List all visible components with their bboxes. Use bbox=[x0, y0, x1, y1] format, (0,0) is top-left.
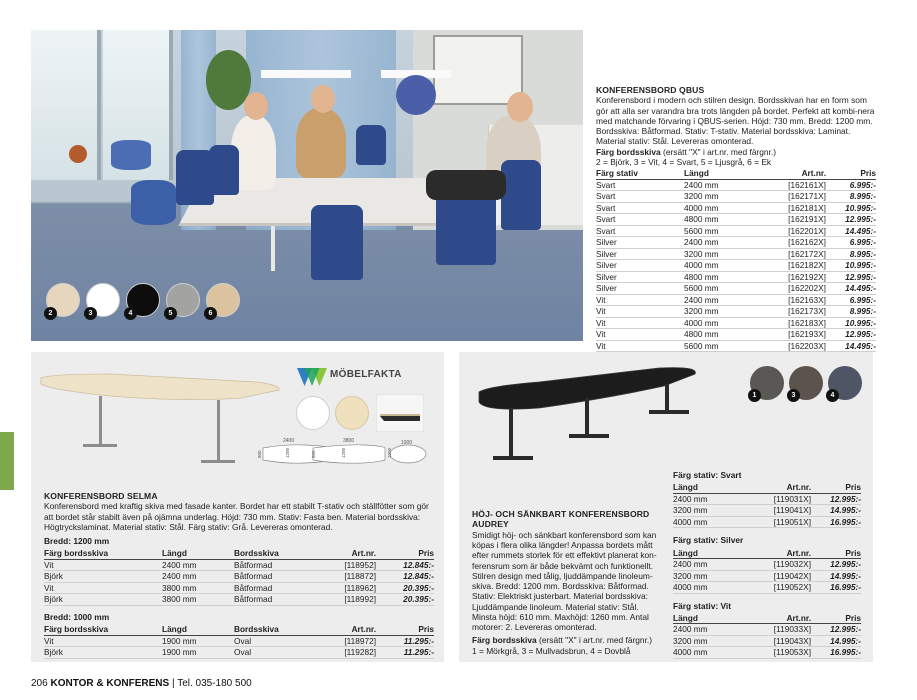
cell-price: 14.995:- bbox=[811, 505, 861, 517]
dim-label: 1900 bbox=[401, 440, 413, 446]
ceiling-lamp bbox=[261, 70, 351, 78]
swatch-number: 4 bbox=[124, 307, 137, 320]
cell-length: 4800 mm bbox=[684, 214, 776, 226]
audrey-frame-group-label: Färg stativ: Silver bbox=[673, 535, 744, 546]
table-header-row bbox=[44, 624, 434, 635]
cell-top-color: Björk bbox=[44, 647, 162, 659]
cell-price: 11.295:- bbox=[376, 635, 434, 647]
table-row bbox=[44, 635, 434, 647]
cell-price: 11.295:- bbox=[376, 647, 434, 659]
cell-price: 12.845:- bbox=[376, 559, 434, 571]
cell-art-nr: [119053X] bbox=[743, 647, 811, 659]
audrey-color-codes: 1 = Mörkgrå, 3 = Mullvadsbrun, 4 = Dovblå bbox=[472, 645, 631, 656]
swatch-vit bbox=[86, 283, 120, 317]
edge-detail bbox=[376, 394, 424, 432]
footer-phone: Tel. 035-180 500 bbox=[177, 678, 252, 689]
page-footer bbox=[31, 678, 252, 690]
table-row bbox=[596, 191, 876, 203]
col-header: Längd bbox=[673, 548, 743, 559]
table-header-row bbox=[596, 168, 876, 179]
cell-frame-color: Svart bbox=[596, 225, 684, 237]
audrey-frame-group-label: Färg stativ: Svart bbox=[673, 470, 742, 480]
dim-label: 1200 bbox=[285, 447, 290, 458]
person-head bbox=[311, 85, 335, 113]
cell-length: 3200 mm bbox=[673, 635, 743, 647]
swatch-svart bbox=[126, 283, 160, 317]
cell-length: 3200 mm bbox=[684, 306, 776, 318]
cell-price: 12.995:- bbox=[826, 214, 876, 226]
cell-art-nr: [162183X] bbox=[776, 317, 826, 329]
table-row bbox=[673, 582, 861, 594]
cell-price: 8.995:- bbox=[826, 306, 876, 318]
table-leg bbox=[271, 226, 275, 271]
table-row bbox=[673, 635, 861, 647]
audrey-swatch-dovbla bbox=[828, 366, 862, 400]
swatch-number: 1 bbox=[748, 389, 761, 402]
table-row bbox=[596, 225, 876, 237]
col-header: Bordsskiva bbox=[234, 624, 326, 635]
shape-3800 bbox=[313, 445, 385, 463]
person-legs bbox=[426, 170, 506, 200]
cell-length: 5600 mm bbox=[684, 225, 776, 237]
cell-frame-color: Silver bbox=[596, 271, 684, 283]
cell-price: 16.995:- bbox=[811, 582, 861, 594]
swatch-number: 2 bbox=[44, 307, 57, 320]
cell-price: 12.995:- bbox=[811, 624, 861, 636]
selma-dimension-diagram bbox=[255, 434, 435, 474]
cell-frame-color: Vit bbox=[596, 329, 684, 341]
col-header: Färg bordsskiva bbox=[44, 548, 162, 559]
table-row bbox=[596, 214, 876, 226]
cell-length: 1900 mm bbox=[162, 635, 234, 647]
window bbox=[31, 30, 101, 180]
cell-price: 16.995:- bbox=[811, 647, 861, 659]
table-row bbox=[673, 493, 861, 505]
dim-label: 2400 bbox=[283, 438, 295, 444]
col-header: Art.nr. bbox=[743, 548, 811, 559]
table-leg bbox=[665, 384, 669, 412]
cell-price: 12.845:- bbox=[376, 571, 434, 583]
cell-price: 14.495:- bbox=[826, 283, 876, 295]
qbus-price-table bbox=[596, 168, 876, 352]
cell-top-shape: Båtformad bbox=[234, 582, 326, 594]
table-row bbox=[596, 271, 876, 283]
selma-title: KONFERENSBORD SELMA bbox=[44, 491, 158, 501]
table-row bbox=[673, 570, 861, 582]
col-header: Art.nr. bbox=[326, 624, 376, 635]
cell-length: 2400 mm bbox=[162, 559, 234, 571]
cell-frame-color: Vit bbox=[596, 340, 684, 352]
qbus-color-swatches bbox=[46, 283, 240, 323]
cell-length: 3200 mm bbox=[684, 191, 776, 203]
audrey-section bbox=[472, 509, 662, 656]
table-row bbox=[673, 647, 861, 659]
selma-description: Konferensbord med kraftig skiva med fasade kanter. Bordet har ett stabilt T-stativ och ställfötter som gör att bordet står stabilt även på ojämna underlag. Höjd: 730 mm. Stativ: Fasta ben. Material bordsskiva: Högtryckslaminat. Material stativ: Stål. Färg stativ: Grå. Levereras omonterad. bbox=[44, 501, 429, 532]
table-leg bbox=[585, 398, 589, 436]
office-chair bbox=[209, 145, 239, 195]
cell-art-nr: [119032X] bbox=[743, 559, 811, 571]
ball bbox=[69, 145, 87, 163]
cell-top-shape: Oval bbox=[234, 635, 326, 647]
cell-top-color: Björk bbox=[44, 594, 162, 606]
cell-length: 4000 mm bbox=[673, 582, 743, 594]
cell-art-nr: [118972] bbox=[326, 635, 376, 647]
table-foot bbox=[493, 456, 533, 460]
color-note: (ersätt "X" i art.nr. med färgnr.) bbox=[660, 146, 777, 157]
cell-frame-color: Svart bbox=[596, 202, 684, 214]
dim-label: 1200 bbox=[341, 447, 346, 458]
col-header: Längd bbox=[684, 168, 776, 179]
cell-length: 4000 mm bbox=[673, 516, 743, 528]
table-header-row bbox=[44, 548, 434, 559]
cell-art-nr: [119031X] bbox=[743, 493, 811, 505]
selma-price-table-1000 bbox=[44, 624, 434, 659]
table-leg bbox=[99, 396, 102, 446]
selma-section bbox=[44, 491, 434, 659]
audrey-color-note bbox=[472, 635, 662, 645]
qbus-section bbox=[596, 85, 876, 352]
cell-price: 8.995:- bbox=[826, 191, 876, 203]
dim-label: 800 bbox=[311, 450, 316, 458]
cell-art-nr: [162202X] bbox=[776, 283, 826, 295]
cell-price: 6.995:- bbox=[826, 179, 876, 191]
cell-art-nr: [118962] bbox=[326, 582, 376, 594]
col-header: Pris bbox=[826, 168, 876, 179]
cell-length: 1900 mm bbox=[162, 647, 234, 659]
audrey-illustration bbox=[459, 352, 709, 472]
cell-price: 10.995:- bbox=[826, 202, 876, 214]
cell-length: 5600 mm bbox=[684, 283, 776, 295]
qbus-color-note bbox=[596, 147, 876, 157]
cell-art-nr: [119042X] bbox=[743, 570, 811, 582]
cell-top-color: Björk bbox=[44, 571, 162, 583]
cell-art-nr: [162162X] bbox=[776, 237, 826, 249]
audrey-price-table bbox=[673, 548, 861, 594]
cell-length: 3200 mm bbox=[684, 248, 776, 260]
cell-art-nr: [118992] bbox=[326, 594, 376, 606]
cell-length: 3200 mm bbox=[673, 505, 743, 517]
footer-separator: | bbox=[171, 678, 175, 689]
flowers bbox=[396, 75, 436, 115]
table-row bbox=[596, 179, 876, 191]
table-row bbox=[596, 248, 876, 260]
table-leg bbox=[509, 408, 513, 458]
cell-length: 3800 mm bbox=[162, 582, 234, 594]
col-header: Längd bbox=[673, 613, 743, 624]
cell-price: 14.495:- bbox=[826, 340, 876, 352]
swatch-number: 5 bbox=[164, 307, 177, 320]
cell-art-nr: [118952] bbox=[326, 559, 376, 571]
person-head bbox=[244, 92, 268, 120]
table-row bbox=[44, 647, 434, 659]
lounge-chair bbox=[111, 140, 151, 170]
audrey-swatch-morkgra bbox=[750, 366, 784, 400]
audrey-description: Smidigt höj- och sänkbart konferensbord som kan köpas i flera olika längder! Anpassa bordets mått efter rummets storlek för ett effektivt planerat kon-ferensrum som är både bekvämt och funktionellt. Stilren design med tålig, ljuddämpande linoleum-skiva. Bredd: 1200 mm. Bordsskiva: Båtformad. Stativ: Elektriskt justerbart. Material bordsskiva: Ljuddämpande linoleum. Material stativ: Stål. Minsta höjd: 610 mm. Maxhöjd: 1260 mm. Antal motorer: 2. Levereras omonterad. bbox=[472, 529, 657, 633]
cell-length: 2400 mm bbox=[684, 237, 776, 249]
cell-price: 12.995:- bbox=[811, 559, 861, 571]
cell-top-color: Vit bbox=[44, 582, 162, 594]
table-row bbox=[673, 505, 861, 517]
dim-label: 1000 bbox=[387, 447, 392, 458]
qbus-title: KONFERENSBORD QBUS bbox=[596, 85, 705, 95]
cell-top-shape: Oval bbox=[234, 647, 326, 659]
table-row bbox=[673, 559, 861, 571]
table-row bbox=[596, 317, 876, 329]
cell-frame-color: Vit bbox=[596, 317, 684, 329]
cell-art-nr: [119043X] bbox=[743, 635, 811, 647]
cell-frame-color: Silver bbox=[596, 283, 684, 295]
cell-price: 20.395:- bbox=[376, 594, 434, 606]
col-header: Pris bbox=[376, 624, 434, 635]
cell-frame-color: Silver bbox=[596, 260, 684, 272]
col-header: Bordsskiva bbox=[234, 548, 326, 559]
selma-width-1000: Bredd: 1000 mm bbox=[44, 611, 110, 622]
table-row bbox=[596, 283, 876, 295]
cell-length: 2400 mm bbox=[673, 559, 743, 571]
cell-frame-color: Silver bbox=[596, 237, 684, 249]
person bbox=[296, 108, 346, 178]
table-row bbox=[596, 306, 876, 318]
cell-frame-color: Silver bbox=[596, 248, 684, 260]
cell-art-nr: [119282] bbox=[326, 647, 376, 659]
color-label: Färg bordsskiva bbox=[472, 635, 537, 646]
table-row bbox=[596, 202, 876, 214]
swatch-ljusgra bbox=[166, 283, 200, 317]
cell-length: 4000 mm bbox=[684, 317, 776, 329]
cell-price: 6.995:- bbox=[826, 294, 876, 306]
cell-art-nr: [162203X] bbox=[776, 340, 826, 352]
swatch-ek bbox=[206, 283, 240, 317]
cell-length: 2400 mm bbox=[673, 493, 743, 505]
cell-art-nr: [162193X] bbox=[776, 329, 826, 341]
selma-swatch-vit bbox=[296, 396, 330, 430]
dim-label: 800 bbox=[257, 450, 262, 458]
cell-length: 2400 mm bbox=[673, 624, 743, 636]
cell-top-shape: Båtformad bbox=[234, 559, 326, 571]
col-header: Pris bbox=[811, 613, 861, 624]
table-foot bbox=[649, 410, 689, 414]
person-head bbox=[507, 92, 533, 122]
cell-length: 2400 mm bbox=[684, 179, 776, 191]
cell-price: 20.395:- bbox=[376, 582, 434, 594]
col-header: Längd bbox=[673, 482, 743, 493]
swatch-number: 4 bbox=[826, 389, 839, 402]
cell-price: 8.995:- bbox=[826, 248, 876, 260]
cell-art-nr: [162161X] bbox=[776, 179, 826, 191]
cell-price: 12.995:- bbox=[826, 271, 876, 283]
mobelfakta-logo-icon bbox=[297, 366, 327, 388]
dim-label: 3800 bbox=[343, 438, 355, 444]
audrey-title: HÖJ- OCH SÄNKBART KONFERENSBORD AUDREY bbox=[472, 509, 650, 530]
section-tab bbox=[0, 432, 14, 490]
cell-length: 3800 mm bbox=[162, 594, 234, 606]
col-header: Pris bbox=[376, 548, 434, 559]
selma-price-table-1200 bbox=[44, 548, 434, 606]
table-foot bbox=[201, 460, 235, 463]
page-number: 206 bbox=[31, 678, 48, 689]
color-label: Färg bordsskiva bbox=[596, 146, 661, 157]
cell-length: 2400 mm bbox=[684, 294, 776, 306]
cell-length: 2400 mm bbox=[162, 571, 234, 583]
col-header: Art.nr. bbox=[326, 548, 376, 559]
table-row bbox=[44, 559, 434, 571]
table-row bbox=[596, 329, 876, 341]
table-row bbox=[44, 571, 434, 583]
cell-length: 3200 mm bbox=[673, 570, 743, 582]
cell-art-nr: [162171X] bbox=[776, 191, 826, 203]
table-row bbox=[596, 294, 876, 306]
cell-price: 16.995:- bbox=[811, 516, 861, 528]
cell-art-nr: [162173X] bbox=[776, 306, 826, 318]
col-header: Pris bbox=[811, 482, 861, 493]
audrey-frame-group-label: Färg stativ: Vit bbox=[673, 600, 732, 611]
swatch-number: 6 bbox=[204, 307, 217, 320]
col-header: Pris bbox=[811, 548, 861, 559]
swatch-bjork bbox=[46, 283, 80, 317]
cell-frame-color: Svart bbox=[596, 191, 684, 203]
cell-art-nr: [162201X] bbox=[776, 225, 826, 237]
cell-price: 10.995:- bbox=[826, 260, 876, 272]
swatch-number: 3 bbox=[787, 389, 800, 402]
table-row bbox=[596, 237, 876, 249]
col-header: Art.nr. bbox=[776, 168, 826, 179]
audrey-price-tables bbox=[673, 470, 861, 659]
cell-art-nr: [162181X] bbox=[776, 202, 826, 214]
stool bbox=[131, 180, 176, 225]
cell-frame-color: Vit bbox=[596, 294, 684, 306]
audrey-price-table bbox=[673, 482, 861, 528]
table-row bbox=[596, 340, 876, 352]
audrey-swatch-mullvadsbrun bbox=[789, 366, 823, 400]
cell-top-color: Vit bbox=[44, 635, 162, 647]
cell-frame-color: Vit bbox=[596, 306, 684, 318]
cell-art-nr: [119052X] bbox=[743, 582, 811, 594]
table-foot bbox=[83, 444, 117, 447]
cell-art-nr: [118872] bbox=[326, 571, 376, 583]
cell-top-color: Vit bbox=[44, 559, 162, 571]
table-row bbox=[44, 582, 434, 594]
cell-art-nr: [119041X] bbox=[743, 505, 811, 517]
cell-art-nr: [162163X] bbox=[776, 294, 826, 306]
cell-price: 12.995:- bbox=[826, 329, 876, 341]
table-header-row bbox=[673, 613, 861, 624]
qbus-color-codes: 2 = Björk, 3 = Vit, 4 = Svart, 5 = Ljusgrå, 6 = Ek bbox=[596, 156, 772, 167]
office-chair bbox=[356, 125, 386, 165]
col-header: Färg stativ bbox=[596, 168, 684, 179]
table-foot bbox=[569, 434, 609, 438]
cell-top-shape: Båtformad bbox=[234, 571, 326, 583]
col-header: Längd bbox=[162, 548, 234, 559]
selma-swatch-bjork bbox=[335, 396, 369, 430]
cell-length: 4000 mm bbox=[684, 260, 776, 272]
cell-art-nr: [162192X] bbox=[776, 271, 826, 283]
cell-length: 4000 mm bbox=[673, 647, 743, 659]
cell-art-nr: [162182X] bbox=[776, 260, 826, 272]
swatch-number: 3 bbox=[84, 307, 97, 320]
table-row bbox=[44, 594, 434, 606]
table-row bbox=[673, 624, 861, 636]
cell-top-shape: Båtformad bbox=[234, 594, 326, 606]
color-note: (ersätt "X" i art.nr. med färgnr.) bbox=[536, 635, 653, 646]
col-header: Art.nr. bbox=[743, 482, 811, 493]
cell-art-nr: [162191X] bbox=[776, 214, 826, 226]
cell-length: 5600 mm bbox=[684, 340, 776, 352]
cell-price: 10.995:- bbox=[826, 317, 876, 329]
table-header-row bbox=[673, 482, 861, 493]
tabletop bbox=[41, 374, 279, 400]
mobelfakta-label: MÖBELFAKTA bbox=[330, 369, 402, 380]
shape-oval bbox=[390, 445, 426, 463]
cell-art-nr: [119033X] bbox=[743, 624, 811, 636]
cell-price: 6.995:- bbox=[826, 237, 876, 249]
cell-art-nr: [162172X] bbox=[776, 248, 826, 260]
col-header: Längd bbox=[162, 624, 234, 635]
cell-length: 4800 mm bbox=[684, 271, 776, 283]
selma-width-1200: Bredd: 1200 mm bbox=[44, 536, 110, 547]
section-name: KONTOR & KONFERENS bbox=[50, 678, 170, 689]
cell-length: 4000 mm bbox=[684, 202, 776, 214]
qbus-description: Konferensbord i modern och stilren design. Bordsskivan har en form som gör att alla ser varandra bra trots längden på bordet. Perfekt att kombi-nera med matchande förvaring i QBUS-serien. Höjd: 730 mm. Bredd: 1200 mm. Bordsskiva: Båtformad. Stativ: T-stativ. Material bordsskiva: Laminat. Material stativ: Stål. Levereras omonterad. bbox=[596, 95, 875, 147]
col-header: Färg bordsskiva bbox=[44, 624, 162, 635]
cell-frame-color: Svart bbox=[596, 214, 684, 226]
cell-price: 14.995:- bbox=[811, 635, 861, 647]
table-header-row bbox=[673, 548, 861, 559]
table-row bbox=[596, 260, 876, 272]
cell-length: 4800 mm bbox=[684, 329, 776, 341]
cell-frame-color: Svart bbox=[596, 179, 684, 191]
audrey-price-table bbox=[673, 613, 861, 659]
cell-price: 14.995:- bbox=[811, 570, 861, 582]
office-chair bbox=[501, 160, 541, 230]
cell-price: 14.495:- bbox=[826, 225, 876, 237]
table-row bbox=[673, 516, 861, 528]
cell-price: 12.995:- bbox=[811, 493, 861, 505]
cell-art-nr: [119051X] bbox=[743, 516, 811, 528]
col-header: Art.nr. bbox=[743, 613, 811, 624]
table-leg bbox=[217, 400, 220, 462]
office-chair bbox=[311, 205, 363, 280]
